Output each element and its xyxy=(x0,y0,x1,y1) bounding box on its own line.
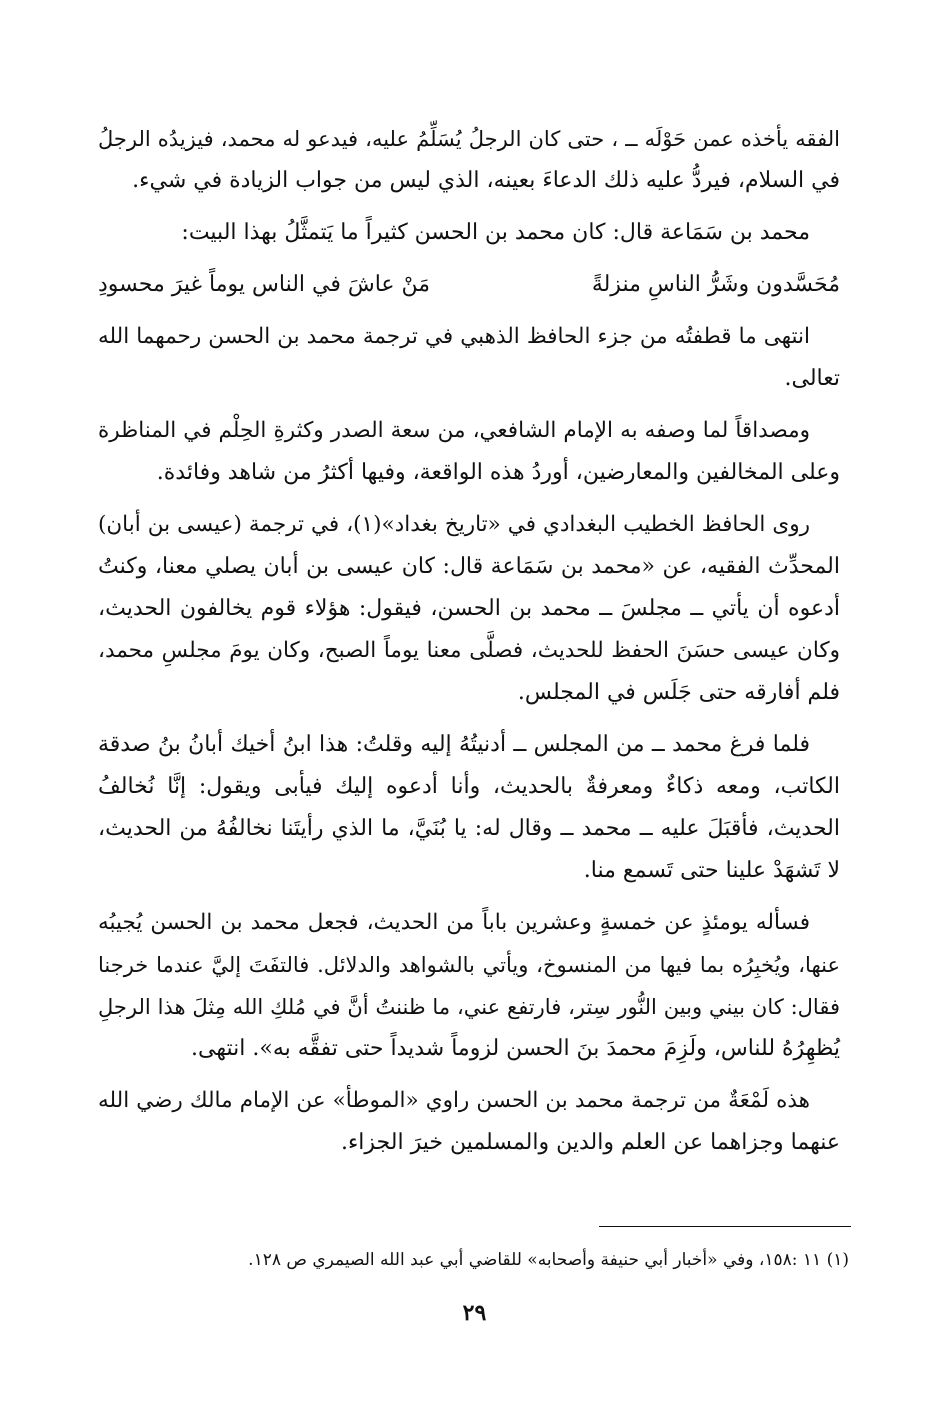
paragraph-3 xyxy=(98,316,840,400)
text-line: محمد بن سَمَاعة قال: كان محمد بن الحسن كثيراً ما يَتمثَّلُ بهذا البيت: xyxy=(181,220,810,245)
text-line: وكان عيسى حسَنَ الحفظ للحديث، فصلَّى معنا يوماً الصبح، وكان يومَ مجلسِ محمد، xyxy=(98,638,840,663)
page-number: ٢٩ xyxy=(462,1300,487,1326)
footnote: (١) ١١ :١٥٨، وفي «أخبار أبي حنيفة وأصحابه» للقاضي أبي عبد الله الصيمري ص ١٢٨. xyxy=(248,1250,849,1270)
text-line: ومصداقاً لما وصفه به الإمام الشافعي، من سعة الصدر وكثرةِ الحِلْم في المناظرة xyxy=(98,418,810,443)
page-body xyxy=(98,118,840,1174)
text-line: هذه لَمْعَةٌ من ترجمة محمد بن الحسن راوي «الموطأ» عن الإمام مالك رضي الله xyxy=(98,1088,810,1113)
text-line: أدعوه أن يأتي ــ مجلسَ ــ محمد بن الحسن، فيقول: هؤلاء قوم يخالفون الحديث، xyxy=(98,596,840,621)
paragraph-1 xyxy=(98,118,840,202)
paragraph-4 xyxy=(98,410,840,494)
text-line: روى الحافظ الخطيب البغدادي في «تاريخ بغداد»(١)، في ترجمة (عيسى بن أبان) xyxy=(98,512,810,537)
text-line: فلما فرغ محمد ــ من المجلس ــ أدنيتُهُ إليه وقلتُ: هذا ابنُ أخيك أبانُ بنُ صدقة xyxy=(98,732,810,757)
text-line: الفقه يأخذه عمن حَوْلَه ــ ، حتى كان الرجلُ يُسَلِّمُ عليه، فيدعو له محمد، فيزيدُه الرجلُ xyxy=(98,127,840,151)
text-line: انتهى ما قطفتُه من جزء الحافظ الذهبي في ترجمة محمد بن الحسن رحمهما الله xyxy=(98,324,810,349)
text-line: المحدِّث الفقيه، عن «محمد بن سَمَاعة قال: كان عيسى بن أبان يصلي معنا، وكنتُ xyxy=(98,554,840,579)
paragraph-2 xyxy=(98,212,840,254)
paragraph-8 xyxy=(98,1080,840,1164)
text-line: فسأله يومئذٍ عن خمسةٍ وعشرين باباً من الحديث، فجعل محمد بن الحسن يُجيبُه xyxy=(98,910,810,935)
text-line: الكاتب، ومعه ذكاءٌ ومعرفةٌ بالحديث، وأنا أدعوه إليك فيأبى ويقول: إنَّا نُخالفُ xyxy=(98,774,840,799)
text-line: الحديث، فأقبَلَ عليه ــ محمد ــ وقال له: يا بُنَيَّ، ما الذي رأيتَنا نخالفُهُ من الحديث، xyxy=(98,816,840,841)
text-line: فلم أفارقه حتى جَلَس في المجلس. xyxy=(517,680,840,705)
poem-hemistich-1: مَنْ عاشَ في الناس يوماً غيرَ محسودِ xyxy=(98,272,431,297)
paragraph-7 xyxy=(98,902,840,1070)
text-line: لا تَشهَدْ علينا حتى تَسمع منا. xyxy=(583,858,840,883)
text-line: فقال: كان بيني وبين النُّور سِتر، فارتفع عني، ما ظننتُ أنَّ في مُلكِ الله مِثلَ هذا الرجلِ xyxy=(98,995,840,1019)
paragraph-5 xyxy=(98,504,840,714)
paragraph-6 xyxy=(98,724,840,892)
text-line: عنها، ويُخبِرُه بما فيها من المنسوخ، ويأتي بالشواهد والدلائل. فالتفَتَ إليَّ عندما خرجنا xyxy=(98,953,840,977)
text-line: في السلام، فيردُّ عليه ذلك الدعاءَ بعينه، الذي ليس من جواب الزيادة في شيء. xyxy=(132,168,840,193)
footnote-divider xyxy=(599,1226,851,1227)
text-line: تعالى. xyxy=(784,366,840,391)
text-line: وعلى المخالفين والمعارضين، أوردُ هذه الواقعة، وفيها أكثرُ من شاهد وفائدة. xyxy=(156,460,840,485)
text-line: عنهما وجزاهما عن العلم والدين والمسلمين خيرَ الجزاء. xyxy=(340,1130,840,1155)
poem-hemistich-2: مُحَسَّدون وشَرُّ الناسِ منزلةً xyxy=(591,272,840,297)
text-line: يُظهِرُهُ للناس، ولَزِمَ محمدَ بنَ الحسن لزوماً شديداً حتى تفقَّه به». انتهى. xyxy=(191,1036,840,1061)
poem-verse xyxy=(98,264,840,306)
